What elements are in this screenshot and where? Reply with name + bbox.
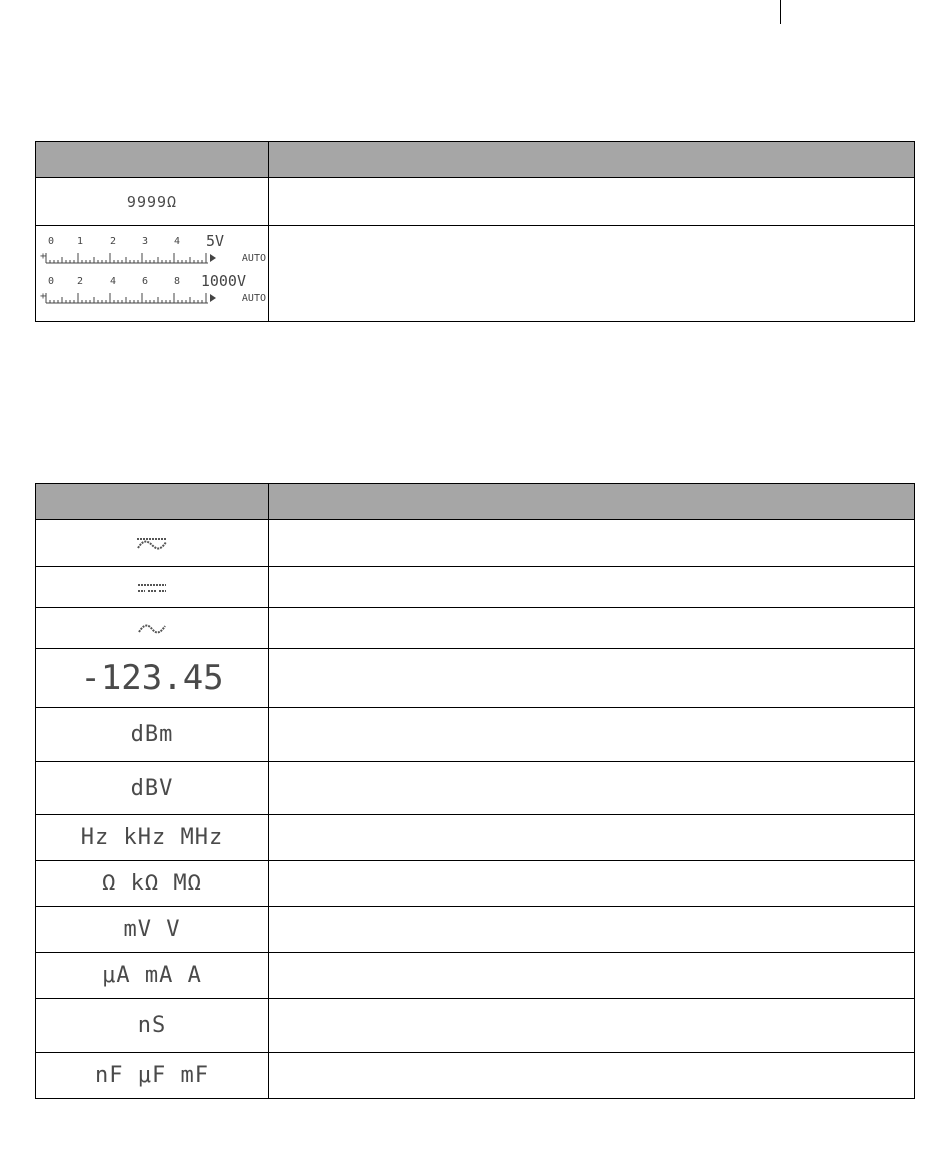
table-row (36, 953, 915, 999)
tick-label: 2 (110, 235, 117, 247)
tick-label: 0 (48, 235, 55, 247)
table-row (36, 178, 915, 226)
symbol-cell (36, 567, 269, 608)
tick-label: 8 (174, 275, 181, 287)
symbol-cell (36, 1053, 269, 1099)
tick-label: 3 (142, 235, 149, 247)
corner-rule (780, 0, 781, 24)
description-cell (269, 608, 915, 649)
tick-label: 2 (77, 275, 84, 287)
lcd-unit-current: μA mA A (102, 963, 202, 988)
table-row (36, 520, 915, 567)
symbol-cell (36, 762, 269, 815)
symbol-cell (36, 178, 269, 226)
description-cell (269, 953, 915, 999)
description-cell (269, 762, 915, 815)
lcd-unit-capacitance: nF μF mF (95, 1063, 209, 1088)
header-cell-description (269, 484, 915, 520)
symbol-cell (36, 608, 269, 649)
description-cell (269, 226, 915, 322)
bargraph-scale (40, 252, 216, 264)
symbol-cell (36, 907, 269, 953)
description-cell (269, 999, 915, 1053)
dc-icon (137, 583, 167, 593)
lcd-numeric-reading: -123.45 (80, 658, 224, 698)
tick-label: 4 (110, 275, 117, 287)
symbol-table-2 (35, 483, 915, 1099)
symbol-cell (36, 999, 269, 1053)
plus-sign: + (40, 290, 47, 302)
description-cell (269, 649, 915, 708)
tick-label: 4 (174, 235, 181, 247)
lcd-unit-dbm: dBm (130, 722, 174, 747)
tick-label: 0 (48, 275, 55, 287)
bargraph-1000v (40, 271, 266, 314)
description-cell (269, 520, 915, 567)
tick-label: 6 (142, 275, 149, 287)
description-cell (269, 178, 915, 226)
description-cell (269, 815, 915, 861)
lcd-unit-resistance: Ω kΩ MΩ (102, 871, 202, 896)
table-row (36, 861, 915, 907)
tick-label: 1 (77, 235, 84, 247)
table-header-row (36, 484, 915, 520)
lcd-unit-dbv: dBV (130, 775, 174, 801)
table-row (36, 608, 915, 649)
symbol-cell (36, 708, 269, 762)
description-cell (269, 907, 915, 953)
ac-dc-icon (135, 536, 169, 552)
table-header-row (36, 142, 915, 178)
auto-label: AUTO (241, 292, 266, 304)
table-row (36, 815, 915, 861)
bargraph-range: 1000V (200, 271, 246, 290)
symbol-cell (36, 815, 269, 861)
bargraph-arrow-icon (210, 254, 216, 262)
bargraph-arrow-icon (210, 294, 216, 302)
symbol-cell (36, 226, 269, 322)
table-row (36, 708, 915, 762)
ac-icon (137, 623, 167, 635)
symbol-cell (36, 953, 269, 999)
bargraph-range: 5V (205, 231, 224, 250)
header-cell-symbol (36, 142, 269, 178)
symbol-table-1 (35, 141, 915, 322)
symbol-cell (36, 520, 269, 567)
lcd-unit-voltage: mV V (123, 917, 181, 942)
table-row (36, 649, 915, 708)
description-cell (269, 861, 915, 907)
header-cell-description (269, 142, 915, 178)
lcd-unit-conductance: nS (137, 1013, 167, 1038)
table-row (36, 999, 915, 1053)
table-row (36, 226, 915, 322)
description-cell (269, 567, 915, 608)
description-cell (269, 1053, 915, 1099)
lcd-unit-frequency: Hz kHz MHz (80, 825, 224, 850)
bargraph-scale (40, 292, 216, 304)
bargraph-5v (40, 231, 266, 274)
table-row (36, 907, 915, 953)
bargraph-display (38, 232, 266, 316)
header-cell-symbol (36, 484, 269, 520)
auto-label: AUTO (241, 252, 266, 264)
plus-sign: + (40, 250, 47, 262)
lcd-ohm-reading: 9999Ω (126, 193, 178, 211)
table-row (36, 567, 915, 608)
table-row (36, 1053, 915, 1099)
symbol-cell (36, 861, 269, 907)
symbol-cell (36, 649, 269, 708)
description-cell (269, 708, 915, 762)
table-row (36, 762, 915, 815)
